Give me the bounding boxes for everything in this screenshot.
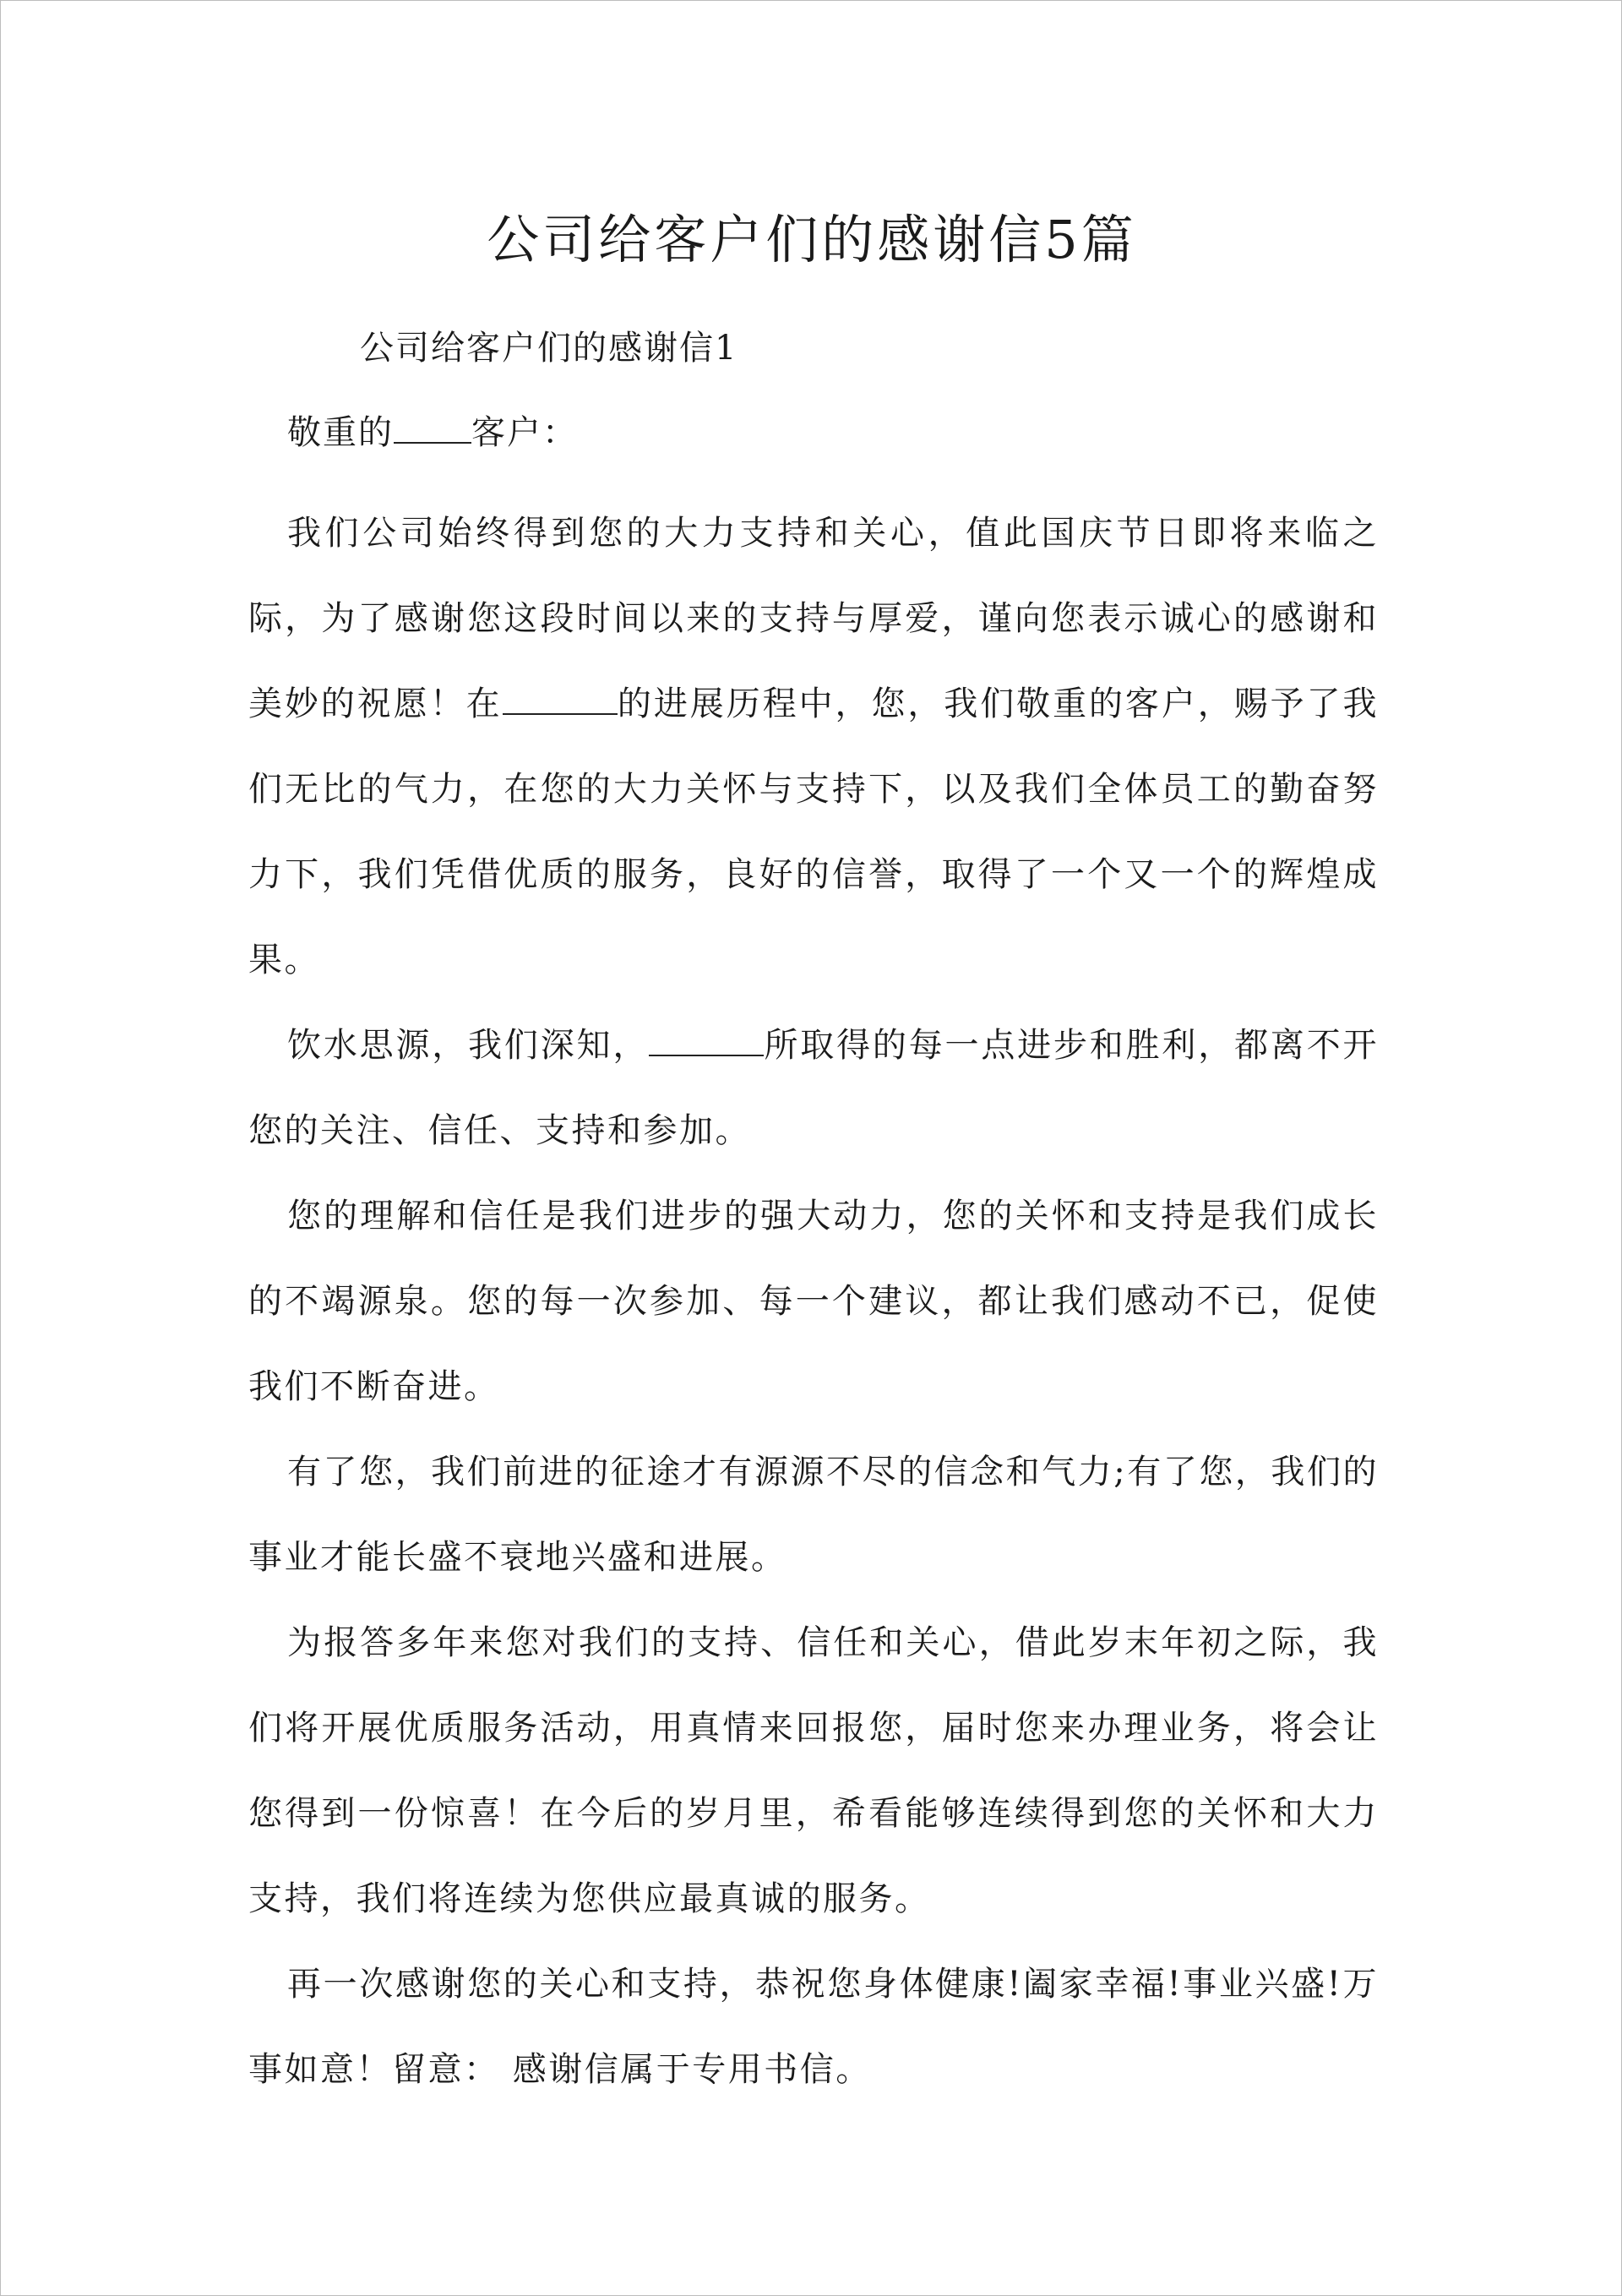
paragraph-text: 我们公司始终得到您的大力支持和关心，值此国庆节日即将来临之际，为了感谢您这段时间以来的支持与厚爱，谨向您表示诚心的感谢和美妙的祝愿！在 bbox=[248, 514, 1379, 723]
blank-line bbox=[394, 412, 471, 444]
paragraph-roots bbox=[248, 1003, 1379, 1174]
paragraph-text: 所取得的每一点进步和胜利，都离不开您的关注、信任、支持和参加。 bbox=[248, 1026, 1380, 1150]
salutation bbox=[287, 411, 578, 455]
salutation-suffix: 客户： bbox=[471, 413, 578, 452]
paragraph-with-you: 有了您，我们前进的征途才有源源不尽的信念和气力;有了您，我们的事业才能长盛不衰地兴盛和进展。 bbox=[248, 1453, 1379, 1577]
blank-line bbox=[503, 683, 618, 715]
paragraph-text: 的进展历程中，您，我们敬重的客户，赐予了我们无比的气力，在您的大力关怀与支持下，以及我们全体员工的勤奋努力下，我们凭借优质的服务，良好的信誉，取得了一个又一个的辉煌成果。 bbox=[248, 684, 1379, 979]
paragraph-closing: 再一次感谢您的关心和支持，恭祝您身体健康!阖家幸福!事业兴盛!万事如意！留意： 感谢信属于专用书信。 bbox=[248, 1965, 1379, 2089]
letter-heading: 公司给客户们的感谢信1 bbox=[360, 329, 738, 368]
document-title: 公司给客户们的感谢信5篇 bbox=[487, 209, 1137, 270]
salutation-prefix: 敬重的 bbox=[287, 413, 394, 452]
paragraph-trust: 您的理解和信任是我们进步的强大动力，您的关怀和支持是我们成长的不竭源泉。您的每一次参加、每一个建议，都让我们感动不已，促使我们不断奋进。 bbox=[248, 1197, 1379, 1406]
paragraph-service: 为报答多年来您对我们的支持、信任和关心，借此岁末年初之际，我们将开展优质服务活动，用真情来回报您，届时您来办理业务，将会让您得到一份惊喜！在今后的岁月里，希看能够连续得到您的关怀和大力支持，我们将连续为您供应最真诚的服务。 bbox=[248, 1623, 1379, 1918]
paragraph-gratitude bbox=[248, 491, 1379, 1003]
letter-body bbox=[248, 491, 1379, 2113]
blank-line bbox=[649, 1024, 764, 1056]
paragraph-text: 饮水思源，我们深知， bbox=[287, 1026, 650, 1065]
